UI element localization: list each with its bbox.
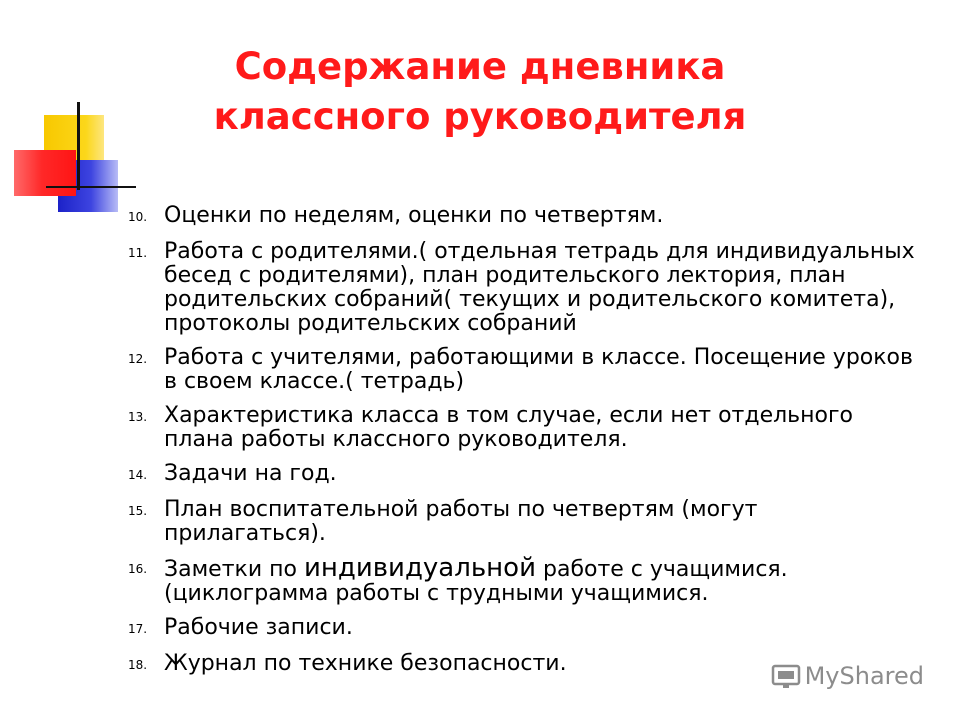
item-text: Рабочие записи. [164,615,353,640]
list-item [128,400,918,452]
item-text: План воспитательной работы по четвертям (могут прилагаться). [164,497,758,546]
myshared-logo-icon [771,662,801,690]
item-number: 15. [128,504,148,518]
item-number: 18. [128,658,148,672]
horizontal-line [46,186,136,188]
item-number: 12. [128,352,148,366]
list-item [128,552,918,606]
item-number: 13. [128,410,148,424]
watermark [771,662,924,690]
item-text: Работа с учителями, работающими в классе. Посещение уроков в своем классе.( тетрадь) [164,345,913,394]
list-item [128,342,918,394]
list-item [128,458,918,488]
slide-title [130,42,830,142]
item-text: Работа с родителями.( отдельная тетрадь для индивидуальных бесед с родителями), план родительского лектория, план родительских собраний( текущих и родительского комитета), протоколы родительских собраний [164,239,915,336]
list-item [128,200,918,230]
item-text-after: работе с учащимися.(циклограмма работы с трудными учащимися. [164,557,788,606]
item-number: 14. [128,468,148,482]
vertical-line [77,102,80,190]
red-square [14,150,76,196]
item-text: Характеристика класса в том случае, если нет отдельного плана работы классного руководителя. [164,403,853,452]
content-list [128,200,918,684]
item-text-before: Заметки по [164,557,304,582]
item-text-emphasis: индивидуальной [303,553,536,583]
item-number: 10. [128,210,148,224]
list-item [128,494,918,546]
item-number: 17. [128,622,148,636]
item-number: 16. [128,562,148,576]
watermark-text: MyShared [804,662,924,690]
item-text: Журнал по технике безопасности. [164,651,567,676]
item-number: 11. [128,246,148,260]
list-item [128,612,918,642]
item-text: Оценки по неделям, оценки по четвертям. [164,203,664,228]
list-item [128,236,918,336]
title-line-2: классного руководителя [213,95,747,138]
title-line-1: Содержание дневника [234,45,726,88]
item-text [164,552,918,606]
item-text: Задачи на год. [164,461,337,486]
decorative-squares [0,0,140,230]
